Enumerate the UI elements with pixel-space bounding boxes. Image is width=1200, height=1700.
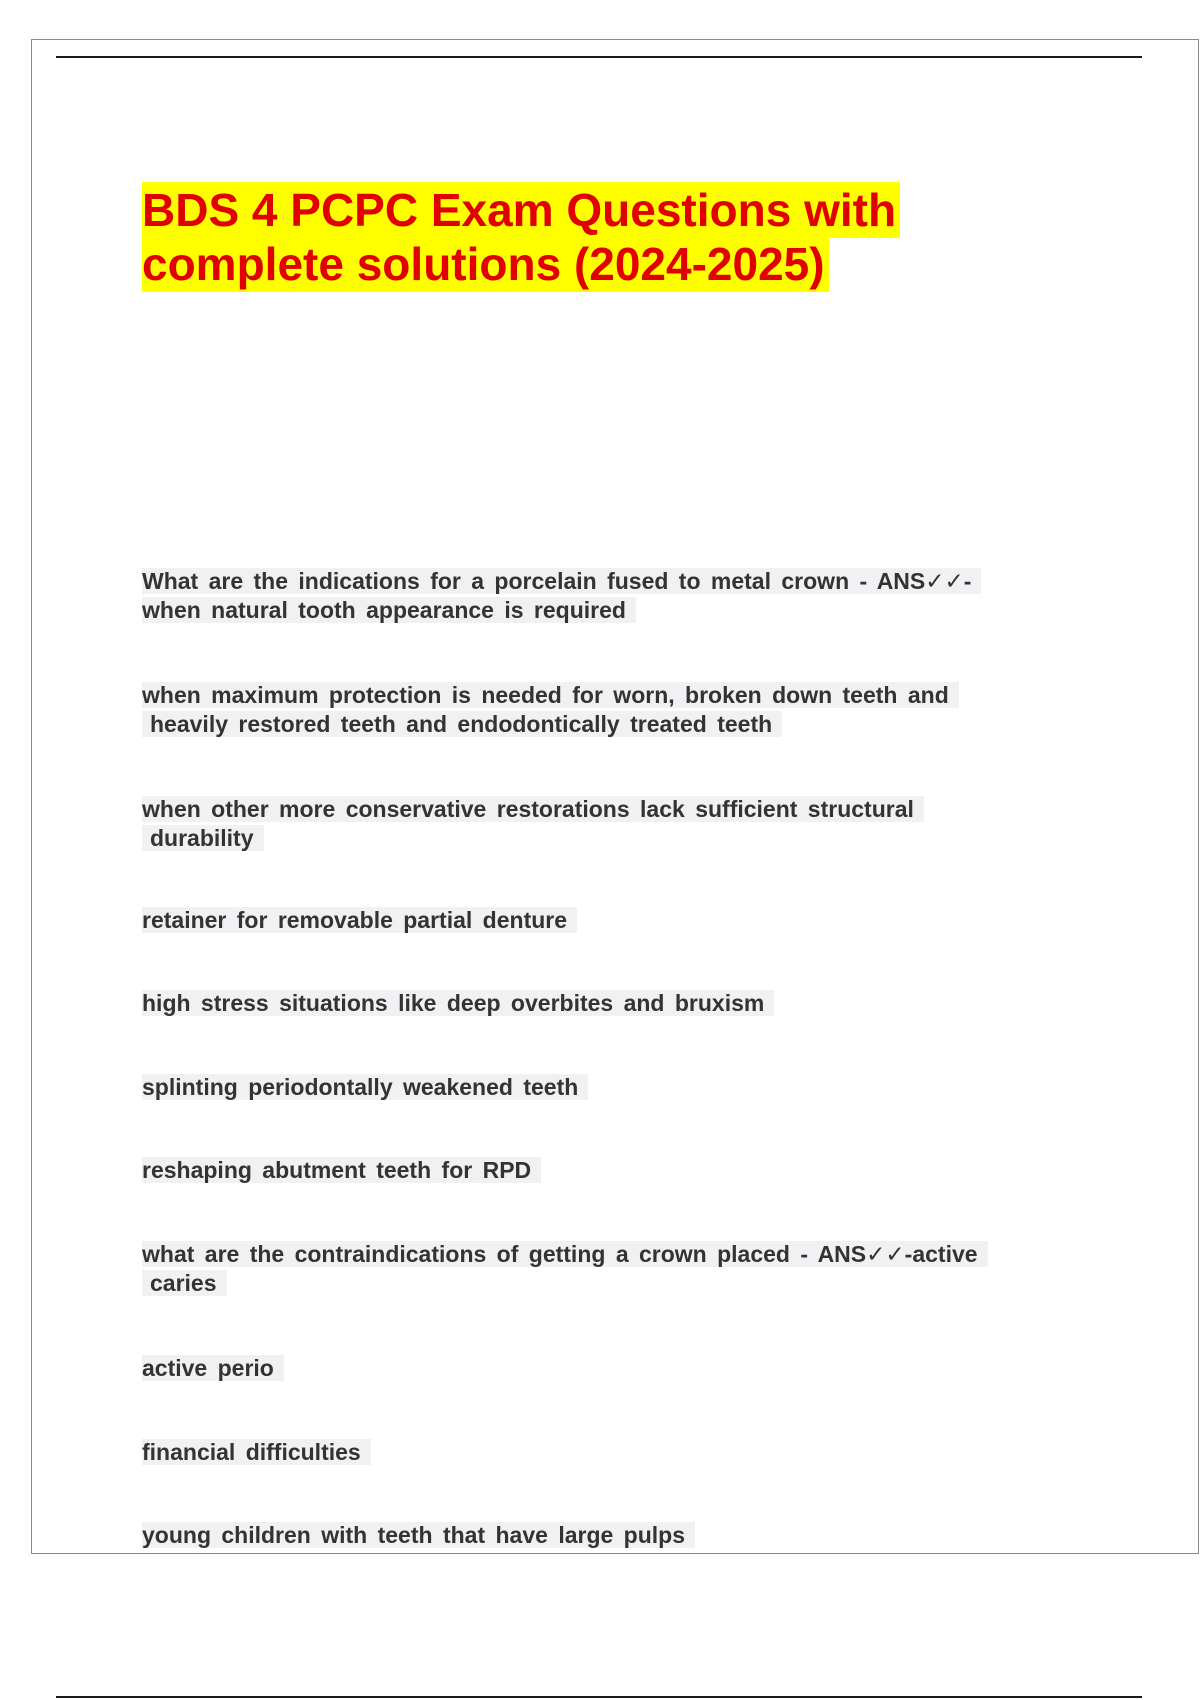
answer-item — [142, 906, 1057, 935]
paragraph-line: caries — [142, 1270, 227, 1296]
paragraph-line: active perio — [142, 1355, 284, 1381]
answer-item — [142, 1438, 1057, 1467]
title-line-1: BDS 4 PCPC Exam Questions with — [142, 182, 900, 238]
question-indications-pfm-crown — [142, 567, 1057, 625]
answer-item — [142, 989, 1057, 1018]
paragraph-line: what are the contraindications of getting a crown placed - ANS✓✓-active — [142, 1241, 988, 1267]
paragraph-line: financial difficulties — [142, 1439, 371, 1465]
paragraph-line: durability — [142, 825, 264, 851]
document-title — [142, 183, 942, 291]
answer-item — [142, 795, 1057, 853]
paragraph-line: when other more conservative restorations lack sufficient structural — [142, 796, 924, 822]
answer-item — [142, 681, 1057, 739]
paragraph-line: What are the indications for a porcelain fused to metal crown - ANS✓✓- — [142, 568, 981, 594]
answer-item — [142, 1073, 1057, 1102]
question-contraindications-crown — [142, 1240, 1057, 1298]
answer-item — [142, 1521, 1057, 1550]
paragraph-line: splinting periodontally weakened teeth — [142, 1074, 588, 1100]
paragraph-line: reshaping abutment teeth for RPD — [142, 1157, 541, 1183]
title-line-2: complete solutions (2024-2025) — [142, 236, 829, 292]
paragraph-line: heavily restored teeth and endodontically treated teeth — [142, 711, 782, 737]
answer-item — [142, 1354, 1057, 1383]
paragraph-line: young children with teeth that have large pulps — [142, 1522, 695, 1548]
paragraph-line: when maximum protection is needed for worn, broken down teeth and — [142, 682, 959, 708]
paragraph-line: retainer for removable partial denture — [142, 907, 577, 933]
answer-item — [142, 1156, 1057, 1185]
paragraph-line: high stress situations like deep overbites and bruxism — [142, 990, 774, 1016]
paragraph-line: when natural tooth appearance is required — [142, 597, 636, 623]
header-rule — [56, 56, 1142, 58]
footer-rule — [56, 1696, 1142, 1698]
